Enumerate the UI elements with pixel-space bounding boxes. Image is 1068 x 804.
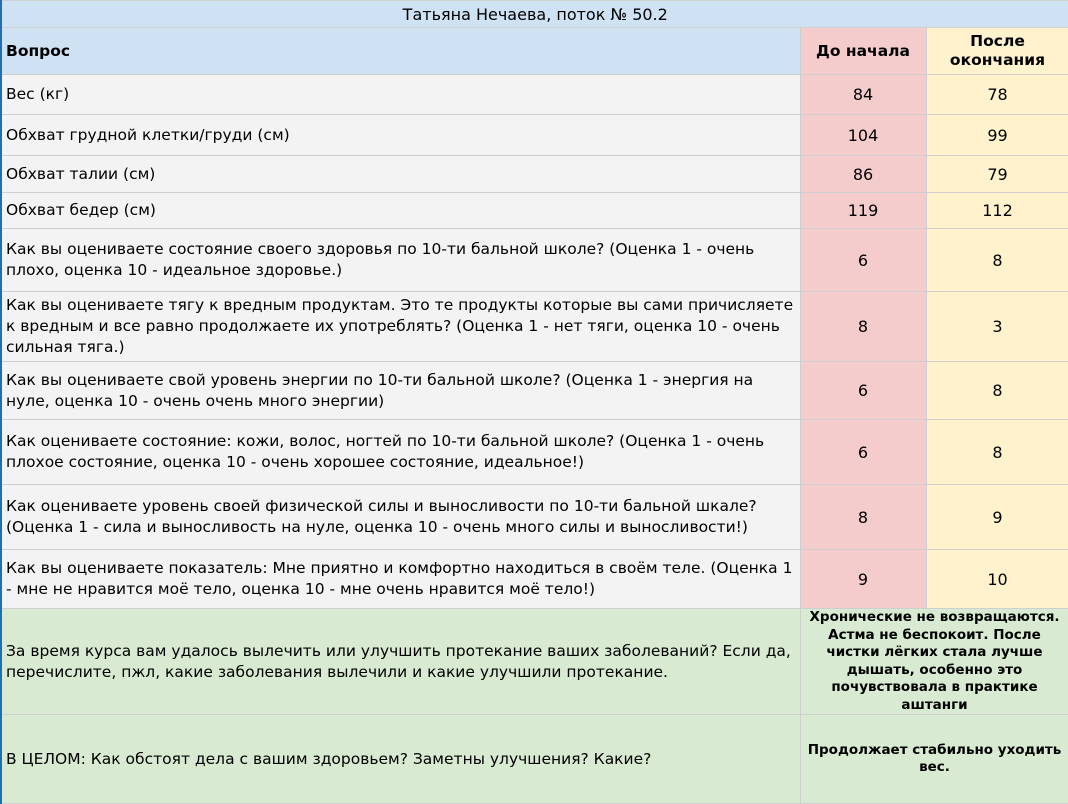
before-value-cell[interactable]: 84 xyxy=(800,75,926,115)
table-row xyxy=(1,156,1068,193)
question-cell[interactable]: За время курса вам удалось вылечить или улучшить протекание ваших заболеваний? Если да, перечислите, пжл, какие заболевания вылечили и какие улучшили протекание. xyxy=(1,609,800,715)
table-row xyxy=(1,485,1068,550)
before-value-cell[interactable]: 6 xyxy=(800,362,926,420)
before-value-cell[interactable]: 9 xyxy=(800,550,926,609)
before-value-cell[interactable]: 8 xyxy=(800,485,926,550)
before-value-cell[interactable]: 6 xyxy=(800,420,926,485)
header-question[interactable]: Вопрос xyxy=(1,28,800,75)
table-row xyxy=(1,362,1068,420)
question-cell[interactable]: Как оцениваете состояние: кожи, волос, ногтей по 10-ти бальной школе? (Оценка 1 - очень плохое состояние, оценка 10 - очень хорошее состояние, идеальное!) xyxy=(1,420,800,485)
header-after[interactable]: После окончания xyxy=(926,28,1068,75)
after-value-cell[interactable]: 99 xyxy=(926,115,1068,156)
header-before[interactable]: До начала xyxy=(800,28,926,75)
question-cell[interactable]: Как вы оцениваете состояние своего здоровья по 10-ти бальной школе? (Оценка 1 - очень плохо, оценка 10 - идеальное здоровье.) xyxy=(1,229,800,292)
question-cell[interactable]: Как вы оцениваете свой уровень энергии по 10-ти бальной школе? (Оценка 1 - энергия на нуле, оценка 10 - очень очень много энергии) xyxy=(1,362,800,420)
table-row xyxy=(1,115,1068,156)
table-row xyxy=(1,292,1068,362)
after-value-cell[interactable]: 79 xyxy=(926,156,1068,193)
after-value-cell[interactable]: 78 xyxy=(926,75,1068,115)
after-value-cell[interactable]: 112 xyxy=(926,193,1068,229)
after-value-cell[interactable]: 8 xyxy=(926,229,1068,292)
question-cell[interactable]: Обхват талии (см) xyxy=(1,156,800,193)
table-row xyxy=(1,229,1068,292)
table-row xyxy=(1,75,1068,115)
answer-text-cell[interactable]: Продолжает стабильно уходить вес. xyxy=(800,715,1068,804)
question-cell[interactable]: Как вы оцениваете показатель: Мне приятно и комфортно находиться в своём теле. (Оценка 1 - мне не нравится моё тело, оценка 10 - мне очень нравится моё тело!) xyxy=(1,550,800,609)
before-value-cell[interactable]: 8 xyxy=(800,292,926,362)
table-row xyxy=(1,550,1068,609)
after-value-cell[interactable]: 3 xyxy=(926,292,1068,362)
after-value-cell[interactable]: 8 xyxy=(926,362,1068,420)
before-value-cell[interactable]: 119 xyxy=(800,193,926,229)
before-value-cell[interactable]: 86 xyxy=(800,156,926,193)
table-title[interactable]: Татьяна Нечаева, поток № 50.2 xyxy=(1,1,1068,28)
after-value-cell[interactable]: 8 xyxy=(926,420,1068,485)
question-cell[interactable]: В ЦЕЛОМ: Как обстоят дела с вашим здоровьем? Заметны улучшения? Какие? xyxy=(1,715,800,804)
before-value-cell[interactable]: 6 xyxy=(800,229,926,292)
table-row xyxy=(1,609,1068,715)
answer-text-cell[interactable]: Хронические не возвращаются. Астма не беспокоит. После чистки лёгких стала лучше дышать, особенно это почувствовала в практике аштанги xyxy=(800,609,1068,715)
question-cell[interactable]: Как оцениваете уровень своей физической силы и выносливости по 10-ти бальной шкале? (Оценка 1 - сила и выносливость на нуле, оценка 10 - очень много силы и выносливости!) xyxy=(1,485,800,550)
table-row xyxy=(1,715,1068,804)
question-cell[interactable]: Вес (кг) xyxy=(1,75,800,115)
table-row xyxy=(1,193,1068,229)
question-cell[interactable]: Обхват бедер (см) xyxy=(1,193,800,229)
before-value-cell[interactable]: 104 xyxy=(800,115,926,156)
table-row xyxy=(1,420,1068,485)
after-value-cell[interactable]: 9 xyxy=(926,485,1068,550)
question-cell[interactable]: Обхват грудной клетки/груди (см) xyxy=(1,115,800,156)
after-value-cell[interactable]: 10 xyxy=(926,550,1068,609)
question-cell[interactable]: Как вы оцениваете тягу к вредным продуктам. Это те продукты которые вы сами причисляете к вредным и все равно продолжаете их употреблять? (Оценка 1 - нет тяги, оценка 10 - очень сильная тяга.) xyxy=(1,292,800,362)
